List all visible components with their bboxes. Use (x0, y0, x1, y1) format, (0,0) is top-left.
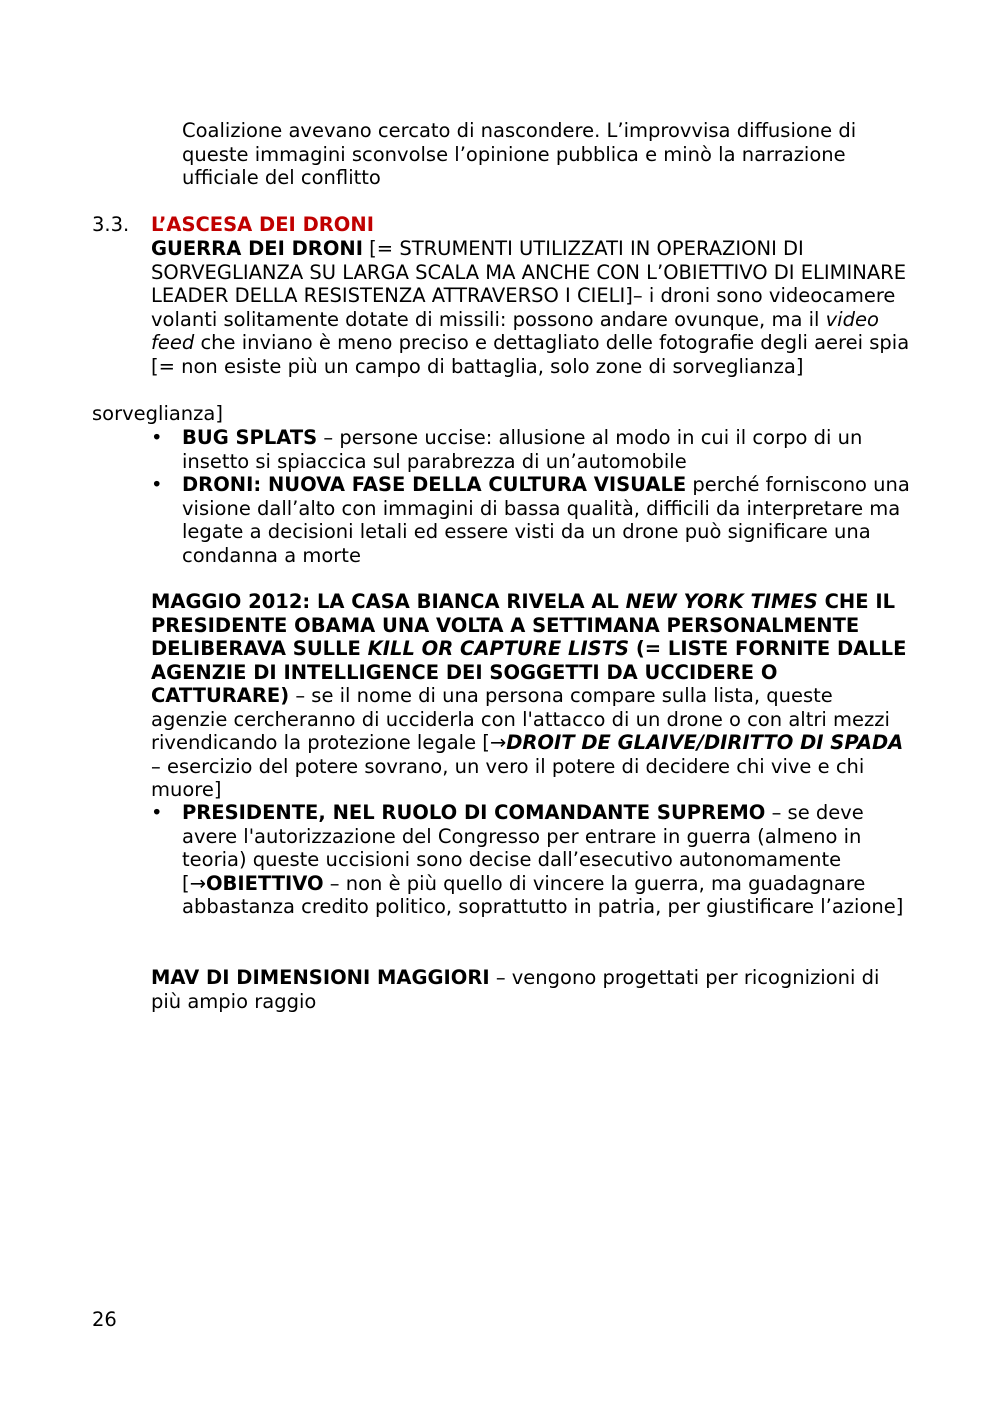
section-number: 3.3. (92, 213, 130, 236)
guerra-paragraph (151, 237, 911, 378)
maggio-bold-italic-3: DROIT DE GLAIVE/DIRITTO DI SPADA (506, 731, 904, 754)
mav-term: MAV DI DIMENSIONI MAGGIORI (151, 966, 490, 989)
maggio-bold-italic-2: KILL OR CAPTURE LISTS (367, 637, 630, 660)
stray-text: sorveglianza] (92, 402, 223, 425)
guerra-italic: video feed (151, 307, 879, 354)
list-item-term: DRONI: NUOVA FASE DELLA CULTURA VISUALE (182, 473, 687, 496)
maggio-bold-3: (= LISTE FORNITE DALLE AGENZIE DI INTELLIGENCE DEI SOGGETTI DA UCCIDERE O CATTURARE) (151, 637, 907, 707)
list-item-body: perché forniscono una visione dall’alto con immagini di bassa qualità, difficili da interpretare ma legate a decisioni letali ed essere visti da un drone può significare una condanna a morte (182, 473, 910, 567)
maggio-bold-2: CHE IL PRESIDENTE OBAMA UNA VOLTA A SETTIMANA PERSONALMENTE DELIBERAVA SULLE (151, 590, 896, 660)
bullet-icon: • (151, 801, 163, 824)
arrow-icon: → (489, 731, 507, 754)
section-heading (92, 213, 129, 237)
list-item-term: PRESIDENTE, NEL RUOLO DI COMANDANTE SUPREMO (182, 801, 766, 824)
maggio-text-1: – se il nome di una persona compare sulla lista, queste agenzie cercheranno di ucciderla con l'attacco di un drone o con altri mezzi rivendicando la protezione legale [ (151, 684, 890, 754)
mav-text: – vengono progettati per ricognizioni di più ampio raggio (151, 966, 880, 1013)
guerra-term: GUERRA DEI DRONI (151, 237, 363, 260)
intro-text: Coalizione avevano cercato di nascondere. L’improvvisa diffusione di queste immagini sconvolse l’opinione pubblica e minò la narrazione ufficiale del conflitto (182, 119, 857, 189)
bullet-icon: • (151, 426, 163, 449)
list-item-term: BUG SPLATS (182, 426, 318, 449)
list-item-body: – persone uccise: allusione al modo in cui il corpo di un insetto si spiaccica sul parabrezza di un’automobile (182, 426, 863, 473)
maggio-text-2: – esercizio del potere sovrano, un vero il potere di decidere chi vive e chi muore] (151, 754, 865, 801)
maggio-bold-1: MAGGIO 2012: LA CASA BIANCA RIVELA AL (151, 590, 626, 613)
guerra-def: [= STRUMENTI UTILIZZATI IN OPERAZIONI DI SORVEGLIANZA SU LARGA SCALA MA ANCHE CON L’OBIETTIVO DI ELIMINARE LEADER DELLA RESISTENZA ATTRAVERSO I CIELI]– i droni sono videocamere volanti solitamente dotate di missili: possono andare ovunque, ma il (151, 237, 907, 331)
list-item-term-2: OBIETTIVO (205, 871, 324, 895)
maggio-bold-italic-1: NEW YORK TIMES (625, 590, 818, 613)
list-item-body-2: – non è più quello di vincere la guerra, ma guadagnare abbastanza credito politico, soprattutto in patria, per giustificare l’azione] (182, 871, 904, 918)
list-item-text (182, 426, 912, 473)
section-title-row (151, 213, 911, 237)
intro-paragraph (182, 119, 912, 190)
arrow-icon: → (189, 871, 206, 895)
page-number: 26 (92, 1308, 117, 1331)
guerra-rest: che inviano è meno preciso e dettagliato delle fotografie degli aerei spia [= non esiste più un campo di battaglia, solo zone di sorveglianza] (151, 331, 910, 378)
mav-paragraph (151, 966, 911, 1013)
list-item-body-1: – se deve avere l'autorizzazione del Congresso per entrare in guerra (almeno in teoria) queste uccisioni sono decise dall’esecutivo autonomamente [ (182, 801, 864, 895)
maggio-paragraph (151, 590, 911, 802)
section-title: L’ASCESA DEI DRONI (151, 213, 374, 236)
list-item-text (182, 801, 912, 919)
list-item-text (182, 473, 912, 567)
bullet-icon: • (151, 473, 163, 496)
